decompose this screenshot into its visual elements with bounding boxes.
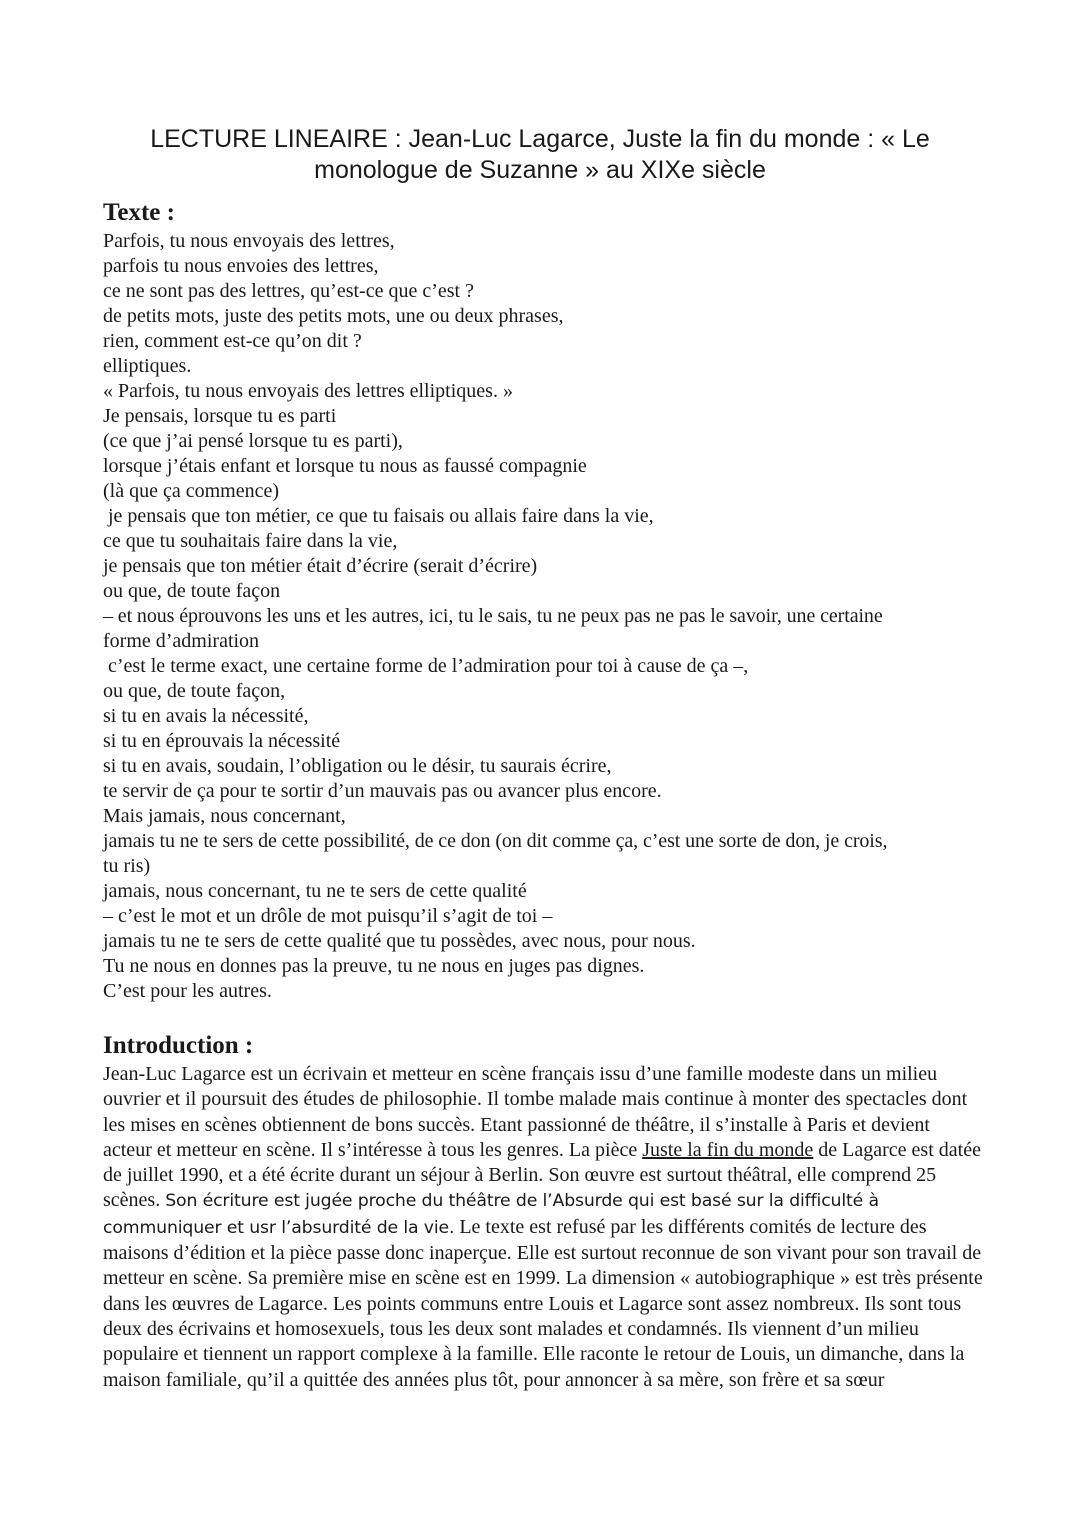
poem-line: si tu en éprouvais la nécessité <box>103 730 341 752</box>
poem-line: si tu en avais, soudain, l’obligation ou le désir, tu saurais écrire, <box>103 755 612 777</box>
poem-line: ou que, de toute façon, <box>103 680 286 702</box>
title-line-1: LECTURE LINEAIRE : Jean-Luc Lagarce, Juste la fin du monde : « Le <box>150 125 930 153</box>
poem-line: jamais tu ne te sers de cette qualité que tu possèdes, avec nous, pour nous. <box>103 930 696 952</box>
poem-line: – et nous éprouvons les uns et les autres, ici, tu le sais, tu ne peux pas ne pas le savoir, une certaine <box>103 605 883 627</box>
poem-line: ce ne sont pas des lettres, qu’est-ce que c’est ? <box>103 280 474 302</box>
poem-line: si tu en avais la nécessité, <box>103 705 309 727</box>
poem-line: Je pensais, lorsque tu es parti <box>103 405 337 427</box>
poem-line: Parfois, tu nous envoyais des lettres, <box>103 230 395 252</box>
introduction-paragraph <box>103 1062 983 1393</box>
poem-line: Tu ne nous en donnes pas la preuve, tu ne nous en juges pas dignes. <box>103 955 645 977</box>
poem-line: forme d’admiration <box>103 630 260 652</box>
intro-text-absurde-sentence: Son écriture est jugée proche du théâtre de l’Absurde qui est basé sur la difficulté à communiquer et usr l’absurdité de la vie. <box>103 1191 879 1238</box>
document-title <box>100 124 980 186</box>
intro-text-part-2: de Lagarce est datée de juillet 1990, et a été écrite durant un séjour à Berlin. Son œuvre est surtout théâtral, elle comprend 25 scènes. <box>103 1138 981 1212</box>
poem-line: ou que, de toute façon <box>103 580 281 602</box>
poem-line: « Parfois, tu nous envoyais des lettres elliptiques. » <box>103 380 513 402</box>
poem-line: (ce que j’ai pensé lorsque tu es parti), <box>103 430 403 452</box>
texte-heading: Texte : <box>103 199 175 226</box>
poem-line: – c’est le mot et un drôle de mot puisqu’il s’agit de toi – <box>103 905 553 927</box>
poem-line: je pensais que ton métier était d’écrire (serait d’écrire) <box>103 555 538 577</box>
poem-line: c’est le terme exact, une certaine forme de l’admiration pour toi à cause de ça –, <box>103 655 749 677</box>
poem-line: rien, comment est-ce qu’on dit ? <box>103 330 362 352</box>
poem-line: parfois tu nous envoies des lettres, <box>103 255 379 277</box>
poem-line: je pensais que ton métier, ce que tu faisais ou allais faire dans la vie, <box>103 505 654 527</box>
poem-line: ce que tu souhaitais faire dans la vie, <box>103 530 398 552</box>
work-title-juste-la-fin-du-monde: Juste la fin du monde <box>642 1138 814 1161</box>
intro-text-part-1: Jean-Luc Lagarce est un écrivain et metteur en scène français issu d’une famille modeste dans un milieu ouvrier et il poursuit des études de philosophie. Il tombe malade mais continue à monter des spectacles dont les mises en scènes obtiennent de bons succès. Etant passionné de théâtre, il s’installe à Paris et devient acteur et metteur en scène. Il s’intéresse à tous les genres. La pièce <box>103 1063 968 1161</box>
title-line-2: monologue de Suzanne » au XIXe siècle <box>314 156 766 184</box>
poem-line: jamais, nous concernant, tu ne te sers de cette qualité <box>103 880 527 902</box>
poem-line: Mais jamais, nous concernant, <box>103 805 346 827</box>
poem-line: C’est pour les autres. <box>103 980 272 1002</box>
introduction-heading: Introduction : <box>103 1032 254 1059</box>
poem-line: te servir de ça pour te sortir d’un mauvais pas ou avancer plus encore. <box>103 780 662 802</box>
poem-line: tu ris) <box>103 855 151 877</box>
poem-line: jamais tu ne te sers de cette possibilité, de ce don (on dit comme ça, c’est une sorte de don, je crois, <box>103 830 888 852</box>
poem-line: (là que ça commence) <box>103 480 280 502</box>
poem-text <box>103 229 993 1004</box>
poem-line: elliptiques. <box>103 355 192 377</box>
poem-line: lorsque j’étais enfant et lorsque tu nous as faussé compagnie <box>103 455 587 477</box>
intro-text-part-4: Le texte est refusé par les différents comités de lecture des maisons d’édition et la pièce passe donc inaperçue. Elle est surtout reconnue de son vivant pour son travail de metteur en scène. Sa première mise en scène est en 1999. La dimension « autobiographique » est très présente dans les œuvres de Lagarce. Les points communs entre Louis et Lagarce sont assez nombreux. Ils sont tous deux des écrivains et homosexuels, tous les deux sont malades et condamnés. Ils viennent d’un milieu populaire et tiennent un rapport complexe à la famille. Elle raconte le retour de Louis, un dimanche, dans la maison familiale, qu’il a quittée des années plus tôt, pour annoncer à sa mère, son frère et sa sœur <box>103 1215 983 1391</box>
poem-line: de petits mots, juste des petits mots, une ou deux phrases, <box>103 305 564 327</box>
